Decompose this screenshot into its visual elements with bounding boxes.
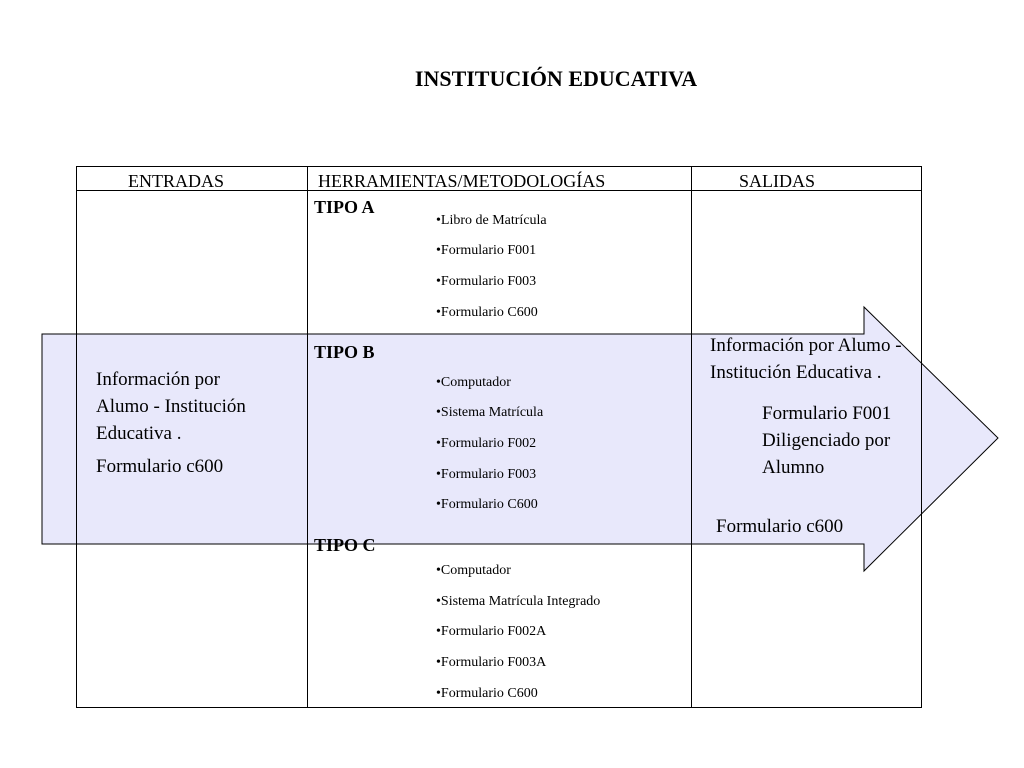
tipo-c-label: TIPO C: [314, 535, 376, 555]
salidas-line: Diligenciado por: [762, 430, 891, 451]
tipo-c-item: •Sistema Matrícula Integrado: [436, 594, 601, 609]
salidas-line: Formulario F001: [762, 403, 892, 424]
tipo-a-label: TIPO A: [314, 197, 375, 217]
header-herramientas: HERRAMIENTAS/METODOLOGÍAS: [318, 171, 606, 191]
tipo-c-item: •Formulario C600: [436, 686, 538, 701]
entradas-line: Alumo - Institución: [96, 396, 246, 417]
tipo-c-item: •Computador: [436, 563, 511, 578]
page-title: INSTITUCIÓN EDUCATIVA: [414, 66, 698, 91]
entradas-text: [96, 366, 301, 480]
salidas-line: Formulario c600: [716, 516, 844, 537]
entradas-line: Formulario c600: [96, 456, 224, 477]
tipo-b-item: •Formulario F002: [436, 436, 537, 451]
tipo-b-item: •Formulario F003: [436, 467, 537, 482]
tipo-c-item: •Formulario F003A: [436, 655, 547, 670]
salidas-text-3: [716, 513, 843, 540]
entradas-line: Educativa .: [96, 423, 182, 444]
header-entradas: ENTRADAS: [128, 171, 225, 191]
salidas-line: Información por Alumo -: [710, 335, 902, 356]
entradas-line: Información por: [96, 369, 220, 390]
tipo-b-item: •Computador: [436, 375, 511, 390]
tipo-b-item: •Formulario C600: [436, 497, 538, 512]
salidas-text-2: [762, 400, 891, 481]
tipo-a-item: •Formulario F003: [436, 274, 537, 289]
salidas-text-1: [710, 332, 902, 386]
tipo-b-item: •Sistema Matrícula: [436, 405, 544, 420]
tipo-b-label: TIPO B: [314, 342, 375, 362]
header-salidas: SALIDAS: [739, 171, 816, 191]
tipo-a-item: •Formulario C600: [436, 305, 538, 320]
tipo-c-item: •Formulario F002A: [436, 624, 547, 639]
salidas-line: Institución Educativa .: [710, 362, 882, 383]
salidas-line: Alumno: [762, 457, 825, 478]
tipo-a-item: •Formulario F001: [436, 243, 537, 258]
tipo-a-item: •Libro de Matrícula: [436, 213, 547, 228]
